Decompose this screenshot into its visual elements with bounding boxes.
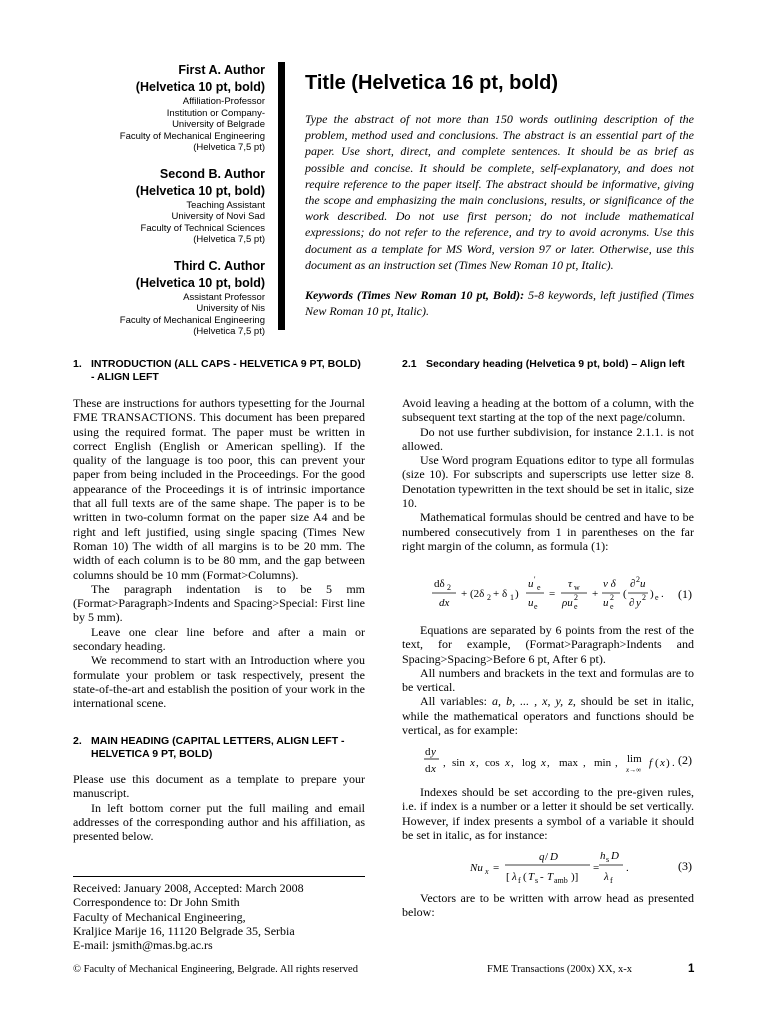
svg-text:x: x xyxy=(541,757,546,769)
svg-text:∂: ∂ xyxy=(629,597,635,609)
svg-text:d: d xyxy=(425,746,431,758)
italic-variables: a, b, ... , x, y, z, xyxy=(492,694,576,709)
author-affiliation-line: Institution or Company- xyxy=(166,107,265,119)
svg-text:log: log xyxy=(522,757,537,769)
author-affiliation-line: University of Nis xyxy=(196,303,265,314)
author-list xyxy=(80,62,265,350)
author-name: Third C. Author xyxy=(173,258,265,273)
section-2-1-body-b xyxy=(402,623,694,737)
svg-text:=: = xyxy=(549,588,556,600)
svg-text:w: w xyxy=(574,583,580,592)
svg-text:(: ( xyxy=(623,588,627,600)
author-font-note: (Helvetica 10 pt, bold) xyxy=(135,183,265,198)
section-2-1-heading xyxy=(402,358,694,371)
svg-text:': ' xyxy=(534,575,536,584)
equation-2 xyxy=(423,742,678,780)
svg-text:q: q xyxy=(539,851,545,863)
svg-text:h: h xyxy=(600,850,606,862)
svg-text:D: D xyxy=(550,851,558,863)
section-title: MAIN HEADING (CAPITAL LETTERS, ALIGN LEFT - HELVETICA 9 PT, BOLD) xyxy=(91,735,345,760)
paragraph: Leave one clear line before and after a main or secondary heading. xyxy=(73,624,365,654)
text-run: All variables: xyxy=(420,694,493,709)
paragraph: Mathematical formulas should be centred and have to be numbered consecutively from 1 in parentheses on the far right margin of the column, as formula (1): xyxy=(402,510,694,553)
svg-text:)]: )] xyxy=(571,871,579,883)
svg-text:amb: amb xyxy=(554,876,568,885)
svg-text:∂: ∂ xyxy=(630,578,636,590)
svg-text:=: = xyxy=(493,862,500,874)
title-divider-bar xyxy=(278,62,285,330)
svg-text:,: , xyxy=(615,757,618,769)
text-run: should be set in italic, while the mathematical operators and functions should be vertical, as for example: xyxy=(402,694,694,738)
section-number: 2.1 xyxy=(402,358,417,370)
footnote-line: Correspondence to: Dr John Smith xyxy=(73,895,240,910)
equation-1-number: (1) xyxy=(678,587,692,601)
svg-text:τ: τ xyxy=(568,578,572,590)
paper-title: Title (Helvetica 16 pt, bold) xyxy=(305,72,559,94)
section-title: INTRODUCTION (ALL CAPS - HELVETICA 9 PT, BOLD) - ALIGN LEFT xyxy=(91,358,361,383)
svg-text:Nu: Nu xyxy=(470,862,483,874)
author-affiliation-line: (Helvetica 7,5 pt) xyxy=(193,234,265,245)
svg-text:T: T xyxy=(547,871,554,883)
footnote-rule xyxy=(73,876,365,877)
svg-text:+: + xyxy=(592,588,599,600)
author-affiliation-line: Assistant Professor xyxy=(183,291,265,303)
keywords-label: Keywords (Times New Roman 10 pt, Bold): xyxy=(305,288,525,302)
author-2 xyxy=(80,166,265,246)
svg-text:u: u xyxy=(528,578,534,590)
author-affiliation-line: (Helvetica 7,5 pt) xyxy=(193,142,265,153)
svg-text:e: e xyxy=(655,593,659,602)
paragraph: The paragraph indentation is to be 5 mm (Format>Paragraph>Indents and Spacing>Special: First line by 5 mm). xyxy=(73,581,365,625)
paragraph: Use Word program Equations editor to type all formulas (size 10). For subscripts and superscripts use letter size 8. Denotation typewritten in the text should be set in italic, size 10. xyxy=(402,453,694,511)
paragraph: Equations are separated by 6 points from the rest of the text, for example, (Format>Paragraph>Indents and Spacing>Spacing>Before 6 pt, After 6 pt). xyxy=(402,623,694,666)
paragraph: All numbers and brackets in the text and formulas are to be vertical. xyxy=(402,665,694,695)
svg-text:.: . xyxy=(626,862,629,874)
svg-text:dδ: dδ xyxy=(434,578,445,590)
svg-text:sin: sin xyxy=(452,757,465,769)
author-affiliation-line: Faculty of Mechanical Engineering xyxy=(119,314,265,326)
author-affiliation-line: Teaching Assistant xyxy=(186,199,265,211)
svg-text:f: f xyxy=(610,876,613,885)
footnote-line: E-mail: jsmith@mas.bg.ac.rs xyxy=(73,938,213,953)
svg-text:lim: lim xyxy=(627,753,642,765)
paragraph: Indexes should be set according to the pre-given rules, i.e. if index is a number or a letter it should be set vertically. However, if index presents a symbol of a variable it should be set in italic, as for instance: xyxy=(402,785,694,842)
svg-text:+ δ: + δ xyxy=(493,588,508,600)
svg-text:+ (2δ: + (2δ xyxy=(461,588,485,600)
journal-reference: FME Transactions (200x) XX, x-x xyxy=(487,964,632,975)
section-2-heading xyxy=(73,735,365,761)
author-1 xyxy=(80,62,265,154)
svg-text:,: , xyxy=(443,757,446,769)
svg-text:,: , xyxy=(583,757,586,769)
svg-text:=: = xyxy=(593,862,600,874)
equation-1 xyxy=(430,572,670,614)
footnote-line: Received: January 2008, Accepted: March 2008 xyxy=(73,881,304,895)
svg-text:2: 2 xyxy=(574,593,578,602)
svg-text:1: 1 xyxy=(510,593,514,602)
svg-text:x: x xyxy=(660,757,665,769)
section-title: Secondary heading (Helvetica 9 pt, bold) – Align left xyxy=(426,358,685,370)
page-number: 1 xyxy=(688,963,695,975)
section-number: 2. xyxy=(73,735,82,747)
equation-3 xyxy=(468,846,638,888)
svg-text:2: 2 xyxy=(636,575,640,584)
author-affiliation-line: (Helvetica 7,5 pt) xyxy=(193,326,265,337)
svg-text:): ) xyxy=(666,757,670,769)
paragraph: We recommend to start with an Introduction where you formulate your problem or task respectively, present the state-of-the-art and establish the position of your work in the international scene. xyxy=(73,653,365,711)
svg-text:e: e xyxy=(574,602,578,611)
svg-text:2: 2 xyxy=(610,593,614,602)
section-2-1-body-d xyxy=(402,891,694,920)
correspondence-footnote xyxy=(73,881,365,952)
svg-text:cos: cos xyxy=(485,757,500,769)
keywords xyxy=(305,287,694,319)
svg-text:s: s xyxy=(535,876,539,885)
svg-text:x: x xyxy=(431,763,436,775)
paragraph: These are instructions for authors typesetting for the Journal FME TRANSACTIONS. This document has been prepared using the required format. The paper must be written in correct English (English or American spelling). If the quality of the language is too poor, this can prevent your paper from being included in the Proceedings. For the good appearance of the Proceedings it is of intrinsic importance that all full texts are of the same shape. The paper is to be written in two-column format on the paper size A4 and be right and left justified, using single spacing (Times New Roman 10) The width of all margins is to be 20 mm. The width of each column is to be 80 mm, and the gap between columns should be 10 mm (Format>Columns). xyxy=(73,396,365,582)
paragraph: Avoid leaving a heading at the bottom of a column, with the subsequent text starting at the top of the next page/column. xyxy=(402,396,694,425)
author-affiliation-line: University of Novi Sad xyxy=(171,211,265,222)
equation-3-number: (3) xyxy=(678,859,692,873)
svg-text:f: f xyxy=(518,876,521,885)
section-1-body xyxy=(73,396,365,711)
author-affiliation-line: Faculty of Technical Sciences xyxy=(140,222,265,234)
svg-text:,: , xyxy=(511,757,514,769)
svg-text:f: f xyxy=(649,757,653,769)
author-affiliation-line: Faculty of Mechanical Engineering xyxy=(119,130,265,142)
svg-text:D: D xyxy=(611,850,619,862)
svg-text:u: u xyxy=(603,597,609,609)
svg-text:e: e xyxy=(537,583,541,592)
svg-text:x: x xyxy=(470,757,475,769)
svg-text:T: T xyxy=(528,871,535,883)
svg-text:dx: dx xyxy=(439,597,450,609)
svg-text:λ: λ xyxy=(604,871,609,883)
svg-text:[: [ xyxy=(506,871,510,883)
svg-text:-: - xyxy=(540,871,544,883)
svg-text:y: y xyxy=(431,746,436,758)
svg-text:y: y xyxy=(636,597,641,609)
section-2-1-body-c xyxy=(402,785,694,842)
svg-text:u: u xyxy=(640,578,646,590)
svg-text:x→∞: x→∞ xyxy=(626,766,642,774)
svg-text:e: e xyxy=(534,602,538,611)
svg-text:.: . xyxy=(672,757,675,769)
svg-text:min: min xyxy=(594,757,612,769)
svg-text:ν δ: ν δ xyxy=(603,578,616,590)
paragraph: In left bottom corner put the full mailing and email addresses of the corresponding author and his affiliation, as presented below. xyxy=(73,800,365,844)
svg-text:d: d xyxy=(425,763,431,775)
svg-text:,: , xyxy=(476,757,479,769)
svg-text:,: , xyxy=(547,757,550,769)
keywords-text: 5-8 keywords, left justified (Times New Roman 10 pt, Italic). xyxy=(305,288,695,319)
svg-text:2: 2 xyxy=(447,583,451,592)
section-2-1-body-a xyxy=(402,396,694,553)
svg-text:s: s xyxy=(606,855,610,864)
section-number: 1. xyxy=(73,358,82,370)
section-2-body xyxy=(73,772,365,843)
svg-text:x: x xyxy=(505,757,510,769)
paragraph xyxy=(402,694,694,737)
svg-text:2: 2 xyxy=(487,593,491,602)
svg-text:ρu: ρu xyxy=(562,597,573,609)
author-font-note: (Helvetica 10 pt, bold) xyxy=(135,275,265,290)
svg-text:): ) xyxy=(515,588,519,600)
footnote-line: Faculty of Mechanical Engineering, xyxy=(73,909,246,924)
author-3 xyxy=(80,258,265,338)
svg-text:max: max xyxy=(559,757,578,769)
svg-text:.: . xyxy=(661,588,664,600)
svg-text:e: e xyxy=(610,602,614,611)
svg-text:(: ( xyxy=(655,757,659,769)
svg-text:): ) xyxy=(650,588,654,600)
svg-text:(: ( xyxy=(523,871,527,883)
svg-text:/: / xyxy=(545,851,549,863)
svg-text:λ: λ xyxy=(512,871,517,883)
copyright-notice: © Faculty of Mechanical Engineering, Belgrade. All rights reserved xyxy=(73,964,358,975)
paragraph: Vectors are to be written with arrow head as presented below: xyxy=(402,891,694,920)
footnote-line: Kraljice Marije 16, 11120 Belgrade 35, Serbia xyxy=(73,923,295,938)
paragraph: Do not use further subdivision, for instance 2.1.1. is not allowed. xyxy=(402,424,694,453)
author-name: First A. Author xyxy=(178,63,265,77)
author-affiliation-line: University of Belgrade xyxy=(172,119,265,130)
abstract: Type the abstract of not more than 150 words outlining description of the problem, method used and conclusions. The abstract is an essential part of the paper. Use short, direct, and complete sentences. It should be as brief as possible and concise. It should be complete, self-explanatory, and does not require reference to the paper itself. The abstract should be informative, giving the scope and emphasizing the main conclusions, results, or significance of the work described. Do not use first person; do not include mathematical expressions; do not refer to the reference, and try to avoid acronyms. Use this document as a template for MS Word, version 97 or later. Otherwise, use this document as an instruction set (Times New Roman 10 pt, Italic). xyxy=(305,112,694,272)
equation-2-number: (2) xyxy=(678,753,692,767)
author-font-note: (Helvetica 10 pt, bold) xyxy=(135,80,265,94)
svg-text:u: u xyxy=(528,597,534,609)
author-affiliation-line: Affiliation-Professor xyxy=(182,96,265,107)
paragraph: Please use this document as a template to prepare your manuscript. xyxy=(73,772,365,801)
svg-text:2: 2 xyxy=(642,593,646,602)
section-1-heading xyxy=(73,358,365,384)
svg-text:x: x xyxy=(485,867,489,876)
author-name: Second B. Author xyxy=(159,166,265,181)
